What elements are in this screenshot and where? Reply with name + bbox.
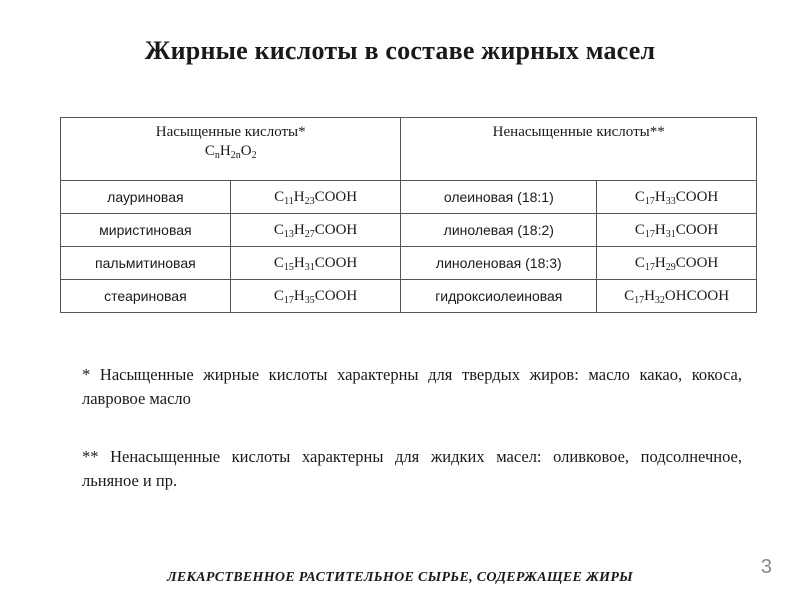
unsaturated-header-cell <box>401 118 757 181</box>
saturated-acid-formula: $C_{13}H_{27}COOH$ <box>230 214 401 247</box>
unsaturated-acid-formula: $C_{17}H_{33}COOH$ <box>597 181 757 214</box>
saturated-acid-formula: $C_{17}H_{35}COOH$ <box>230 280 401 313</box>
unsaturated-acid-formula: $C_{17}H_{29}COOH$ <box>597 247 757 280</box>
table-row <box>61 247 757 280</box>
saturated-acid-name: стеариновая <box>61 280 231 313</box>
unsaturated-acid-name: олеиновая (18:1) <box>401 181 597 214</box>
saturated-acid-name: миристиновая <box>61 214 231 247</box>
saturated-acid-formula: $C_{15}H_{31}COOH$ <box>230 247 401 280</box>
table-row <box>61 214 757 247</box>
saturated-acid-name: пальмитиновая <box>61 247 231 280</box>
saturated-header-label: Насыщенные кислоты* <box>155 124 306 140</box>
table-header-row <box>61 118 757 181</box>
note-unsaturated: ** Ненасыщенные кислоты характерны для жидких масел: оливковое, подсолнечное, льняное и пр. <box>82 447 742 490</box>
slide-title: Жирные кислоты в составе жирных масел <box>144 36 656 65</box>
unsaturated-header-label: Ненасыщенные кислоты** <box>492 124 665 140</box>
slide-number: 3 <box>760 556 772 578</box>
note-saturated: * Насыщенные жирные кислоты характерны для твердых жиров: масло какао, кокоса, лавровое масло <box>82 365 742 408</box>
saturated-header-cell <box>61 118 401 181</box>
footer-caption: ЛЕКАРСТВЕННОЕ РАСТИТЕЛЬНОЕ СЫРЬЕ, СОДЕРЖАЩЕЕ ЖИРЫ <box>166 570 634 585</box>
unsaturated-acid-formula: $C_{17}H_{32}OHCOOH$ <box>597 280 757 313</box>
saturated-acid-name: лауриновая <box>61 181 231 214</box>
saturated-general-formula: $C_nH_{2n}O_2$ <box>204 143 257 161</box>
unsaturated-acid-name: линолевая (18:2) <box>401 214 597 247</box>
fatty-acids-table-body <box>61 118 757 313</box>
unsaturated-acid-name: гидроксиолеиновая <box>401 280 597 313</box>
unsaturated-acid-formula: $C_{17}H_{31}COOH$ <box>597 214 757 247</box>
table-row <box>61 181 757 214</box>
unsaturated-acid-name: линоленовая (18:3) <box>401 247 597 280</box>
fatty-acids-table <box>60 117 757 313</box>
table-row <box>61 280 757 313</box>
saturated-acid-formula: $C_{11}H_{23}COOH$ <box>230 181 401 214</box>
